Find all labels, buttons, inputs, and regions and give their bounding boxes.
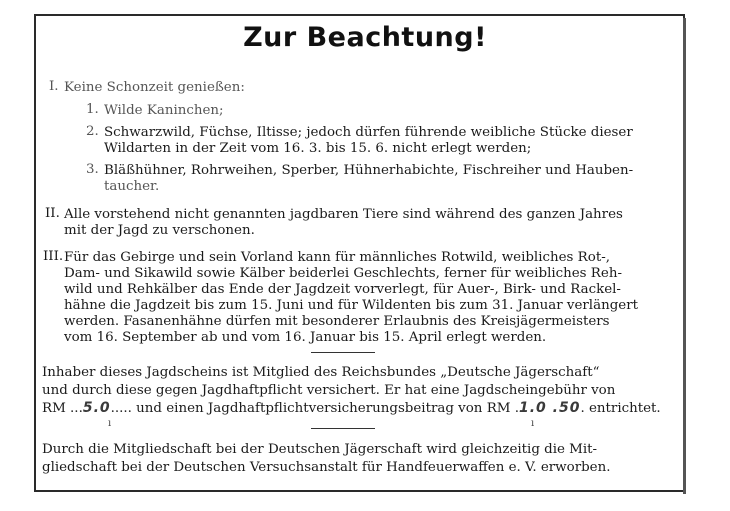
membership-line2: und durch diese gegen Jagdhaftpflicht versichert. Er hat eine Jagdscheingebühr von <box>42 383 616 398</box>
section1-number: I. <box>49 79 59 94</box>
fee-amount-handwritten: 5.0 <box>82 400 111 416</box>
section3-number: III. <box>43 249 64 264</box>
pen-tick-mark-2: ı <box>531 418 535 429</box>
section1-item3-line1: Bläßhühner, Rohrweihen, Sperber, Hühnerhabichte, Fischreiher und Hauben- <box>104 163 634 178</box>
pen-tick-mark-1: ı <box>108 418 112 429</box>
section1-item2-number: 2. <box>86 124 99 139</box>
section3-line5: werden. Fasanenhähne dürfen mit besonderer Erlaubnis des Kreisjägermeisters <box>64 314 610 329</box>
fee-prefix: RM ... <box>42 401 83 416</box>
section1-item1-line1: Wilde Kaninchen; <box>104 103 224 118</box>
divider-rule-2 <box>311 428 375 429</box>
section1-heading: Keine Schonzeit genießen: <box>64 80 245 95</box>
section3-line4: hähne die Jagdzeit bis zum 15. Juni und für Wildenten bis zum 31. Januar verlängert <box>64 298 638 313</box>
section1-item3-line2: taucher. <box>104 179 160 194</box>
footer-line2: gliedschaft bei der Deutschen Versuchsanstalt für Handfeuerwaffen e. V. erworben. <box>42 460 611 475</box>
section2-line2: mit der Jagd zu verschonen. <box>64 223 255 238</box>
footer-line1: Durch die Mitgliedschaft bei der Deutschen Jägerschaft wird gleichzeitig die Mit- <box>42 442 598 457</box>
section1-item1-number: 1. <box>86 102 99 117</box>
section1-item3-number: 3. <box>86 162 99 177</box>
section3-line3: wild und Rehkälber das Ende der Jagdzeit vorverlegt, für Auer-, Birk- und Rackel- <box>64 282 621 297</box>
fee-suffix: . entrichtet. <box>580 401 661 416</box>
frame-shadow <box>683 18 686 494</box>
section2-number: II. <box>45 206 60 221</box>
section1-item2-line1: Schwarzwild, Füchse, Iltisse; jedoch dürfen führende weibliche Stücke dieser <box>104 125 633 140</box>
insurance-amount-handwritten: 1.0 .50 <box>519 400 581 416</box>
membership-line1: Inhaber dieses Jagdscheins ist Mitglied des Reichsbundes „Deutsche Jägerschaft“ <box>42 365 600 380</box>
section1-item2-line2: Wildarten in der Zeit vom 16. 3. bis 15. 6. nicht erlegt werden; <box>104 141 532 156</box>
section3-line2: Dam- und Sikawild sowie Kälber beiderlei Geschlechts, ferner für weibliches Reh- <box>64 266 622 281</box>
section2-line1: Alle vorstehend nicht genannten jagdbaren Tiere sind während des ganzen Jahres <box>64 207 623 222</box>
fee-middle-text: ..... und einen Jagdhaftpflichtversicherungsbeitrag von RM . <box>110 401 519 416</box>
section3-line6: vom 16. September ab und vom 16. Januar bis 15. April erlegt werden. <box>64 330 547 345</box>
notice-title: Zur Beachtung! <box>243 22 487 53</box>
membership-fee-line <box>42 400 661 417</box>
section3-line1: Für das Gebirge und sein Vorland kann für männliches Rotwild, weibliches Rot-, <box>64 250 610 265</box>
divider-rule-1 <box>311 352 375 353</box>
